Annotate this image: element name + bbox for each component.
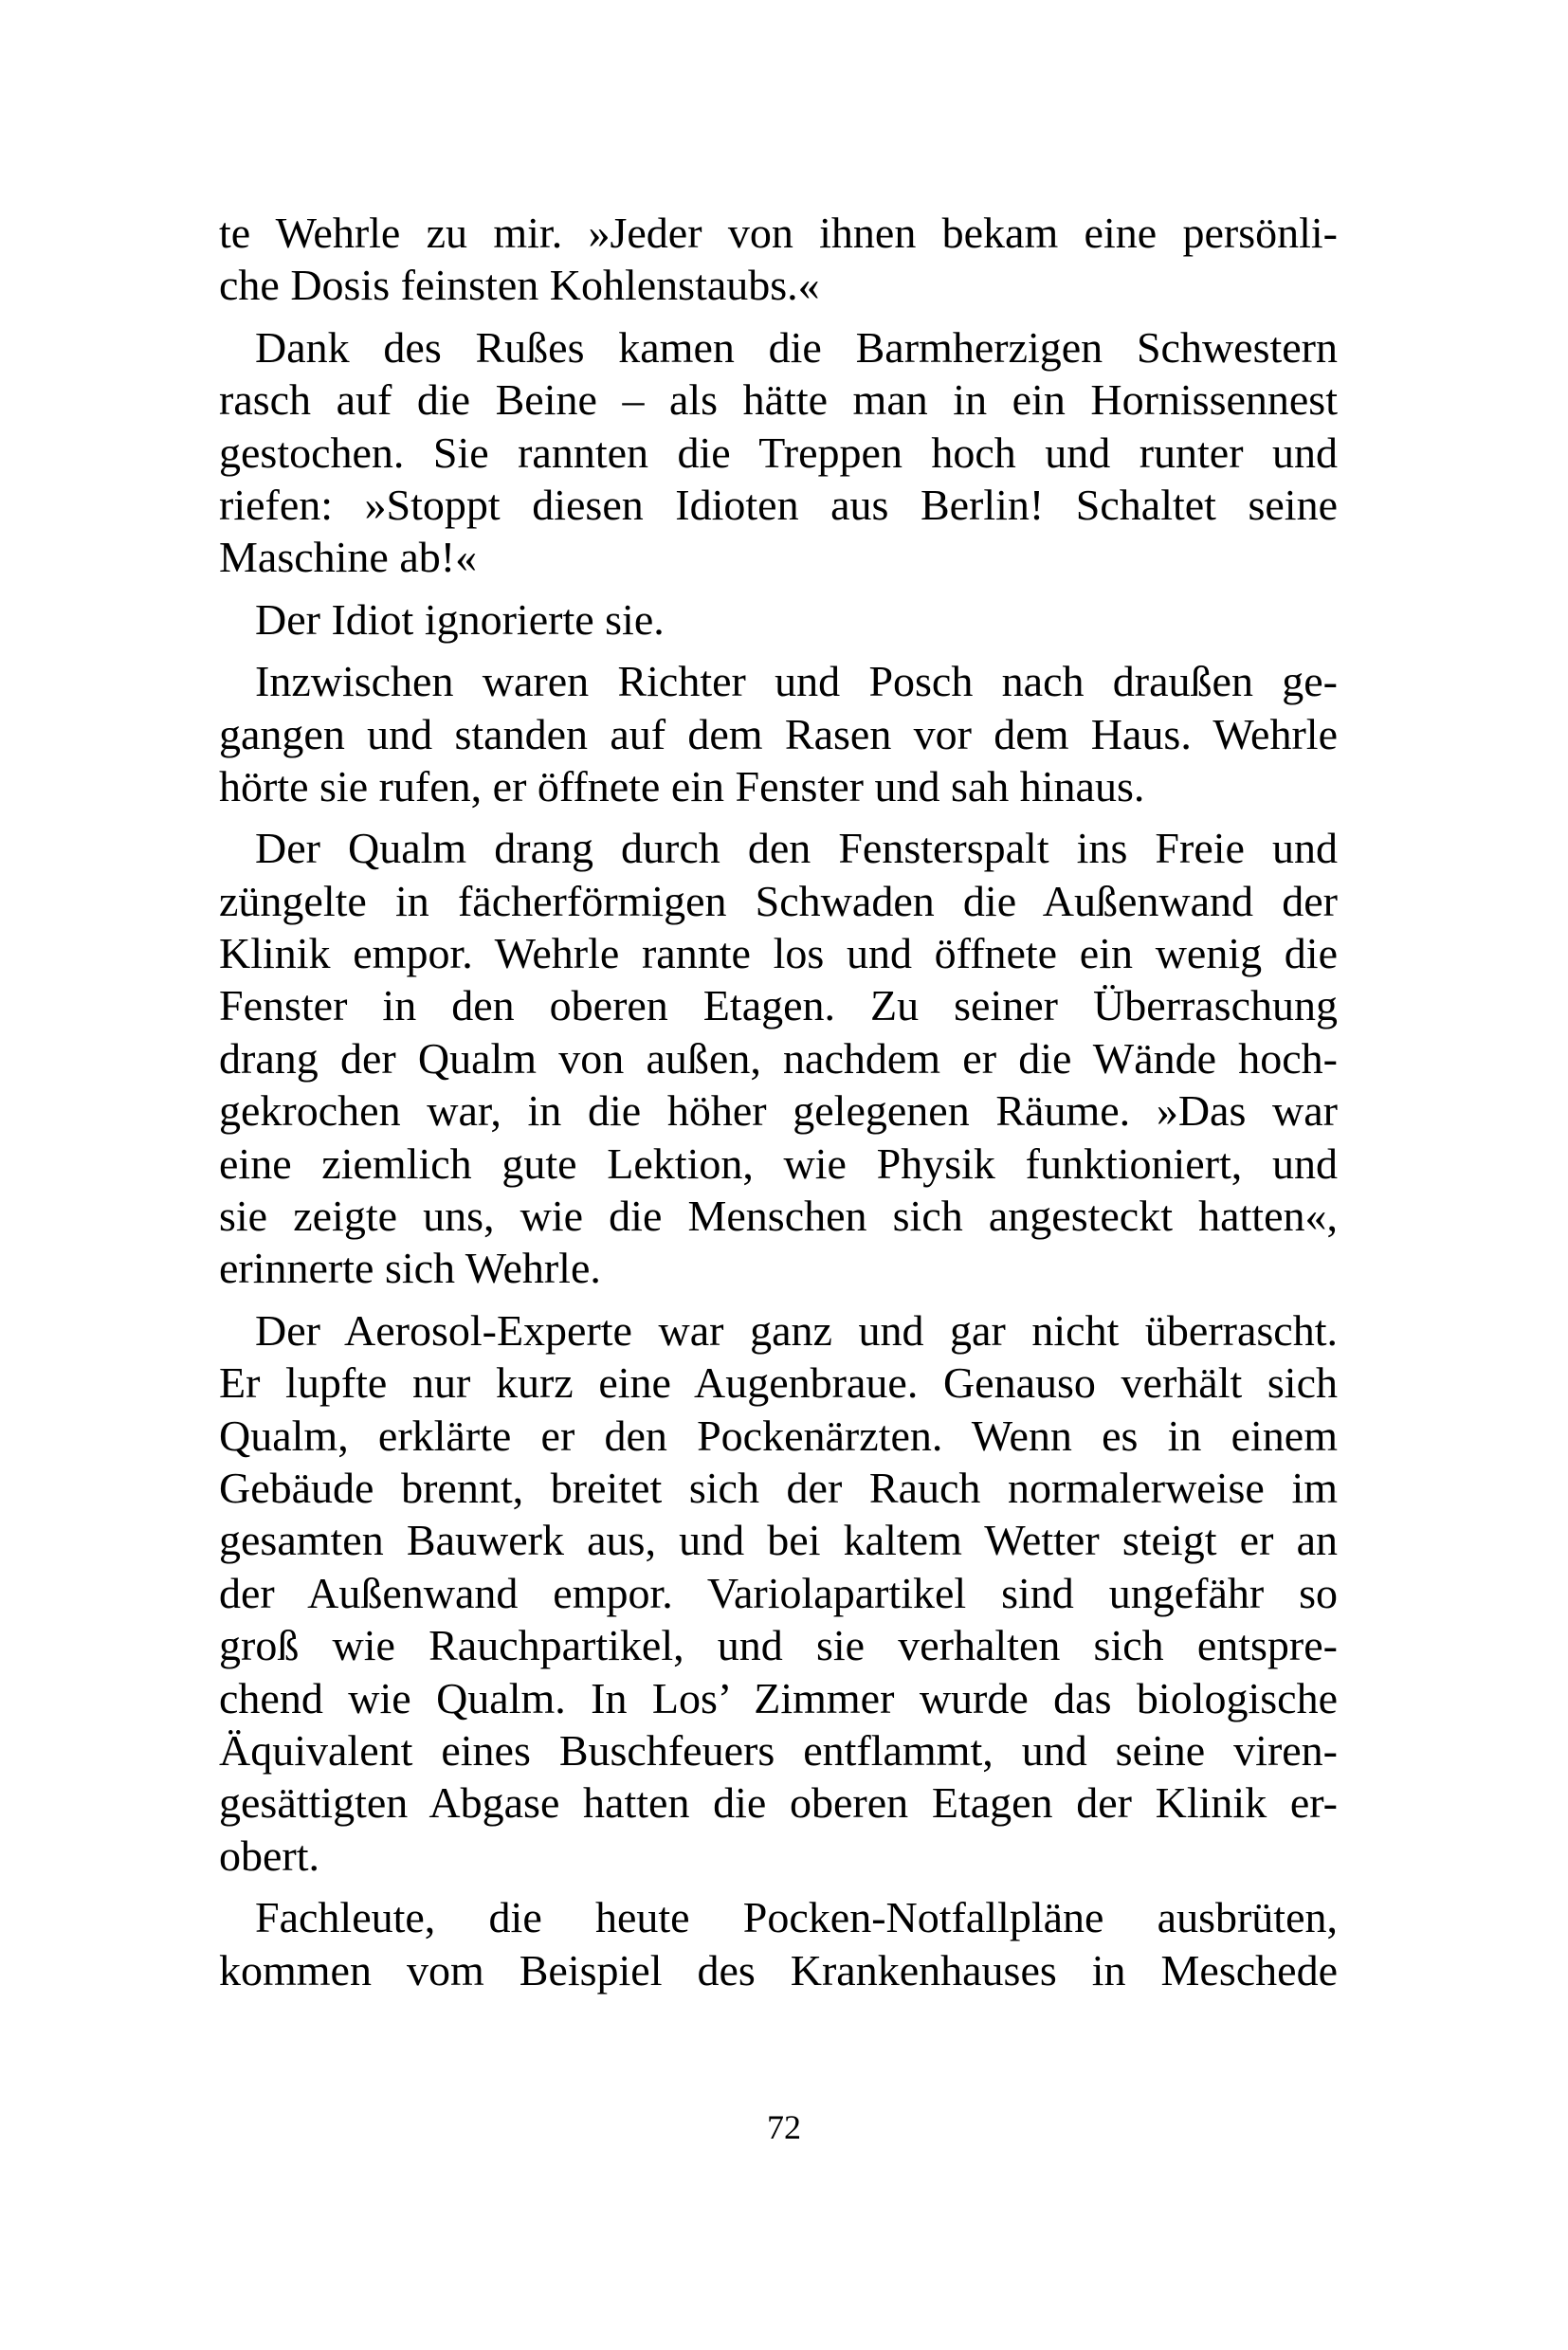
text-line: Der Idiot ignorierte sie. — [255, 594, 665, 644]
text-line: Der Qualm drang durch den Fensterspalt ins Freie und — [255, 824, 1338, 873]
text-line: erinnerte sich Wehrle. — [219, 1244, 601, 1293]
text-line: eine ziemlich gute Lektion, wie Physik funktioniert, und — [219, 1139, 1338, 1188]
page-number: 72 — [767, 2108, 801, 2146]
text-line: Dank des Rußes kamen die Barmherzigen Schwestern — [255, 322, 1338, 372]
text-line: Inzwischen waren Richter und Posch nach draußen ge- — [255, 657, 1338, 706]
text-line: riefen: »Stoppt diesen Idioten aus Berlin! Schaltet seine — [219, 480, 1338, 529]
text-line: züngelte in fächerförmigen Schwaden die Außenwand der — [219, 876, 1338, 925]
text-line: gekrochen war, in die höher gelegenen Räume. »Das war — [219, 1086, 1338, 1136]
paragraph — [219, 321, 1338, 584]
paragraph — [219, 655, 1338, 812]
text-line: te Wehrle zu mir. »Jeder von ihnen bekam eine persönli- — [219, 209, 1338, 257]
text-line: Maschine ab!« — [219, 533, 478, 582]
text-line: gestochen. Sie rannten die Treppen hoch und runter und — [219, 428, 1338, 477]
text-line: Qualm, erklärte er den Pockenärzten. Wenn es in einem — [219, 1411, 1338, 1460]
text-line: der Außenwand empor. Variolapartikel sind ungefähr so — [219, 1568, 1338, 1617]
text-line: gesättigten Abgase hatten die oberen Etagen der Klinik er- — [219, 1778, 1338, 1828]
paragraph — [219, 1891, 1338, 1996]
body-text — [219, 207, 1338, 1996]
text-line: kommen vom Beispiel des Krankenhauses in Meschede — [219, 1945, 1338, 1995]
text-line: Äquivalent eines Buschfeuers entflammt, und seine viren- — [219, 1725, 1338, 1775]
paragraph — [219, 207, 1338, 312]
paragraph — [219, 593, 1338, 646]
text-line: Fachleute, die heute Pocken-Notfallpläne ausbrüten, — [255, 1893, 1338, 1942]
text-line: sie zeigte uns, wie die Menschen sich angesteckt hatten«, — [219, 1192, 1338, 1241]
text-line: gesamten Bauwerk aus, und bei kaltem Wetter steigt er an — [219, 1516, 1338, 1565]
text-line: Der Aerosol-Experte war ganz und gar nicht überrascht. — [255, 1305, 1338, 1355]
text-line: chend wie Qualm. In Los’ Zimmer wurde das biologische — [219, 1673, 1338, 1722]
text-line: groß wie Rauchpartikel, und sie verhalten sich entspre- — [219, 1621, 1338, 1670]
text-line: gangen und standen auf dem Rasen vor dem Haus. Wehrle — [219, 709, 1338, 758]
text-line: Er lupfte nur kurz eine Augenbraue. Genauso verhält sich — [219, 1358, 1338, 1408]
paragraph — [219, 1304, 1338, 1882]
text-line: che Dosis feinsten Kohlenstaubs.« — [219, 261, 820, 310]
text-line: obert. — [219, 1831, 320, 1880]
text-line: Klinik empor. Wehrle rannte los und öffnete ein wenig die — [219, 929, 1338, 978]
text-line: Gebäude brennt, breitet sich der Rauch normalerweise im — [219, 1463, 1338, 1512]
paragraph — [219, 822, 1338, 1295]
text-line: hörte sie rufen, er öffnete ein Fenster und sah hinaus. — [219, 761, 1145, 811]
text-line: Fenster in den oberen Etagen. Zu seiner Überraschung — [219, 981, 1338, 1030]
text-line: rasch auf die Beine – als hätte man in ein Hornissennest — [219, 375, 1338, 425]
text-line: drang der Qualm von außen, nachdem er die Wände hoch- — [219, 1033, 1338, 1083]
